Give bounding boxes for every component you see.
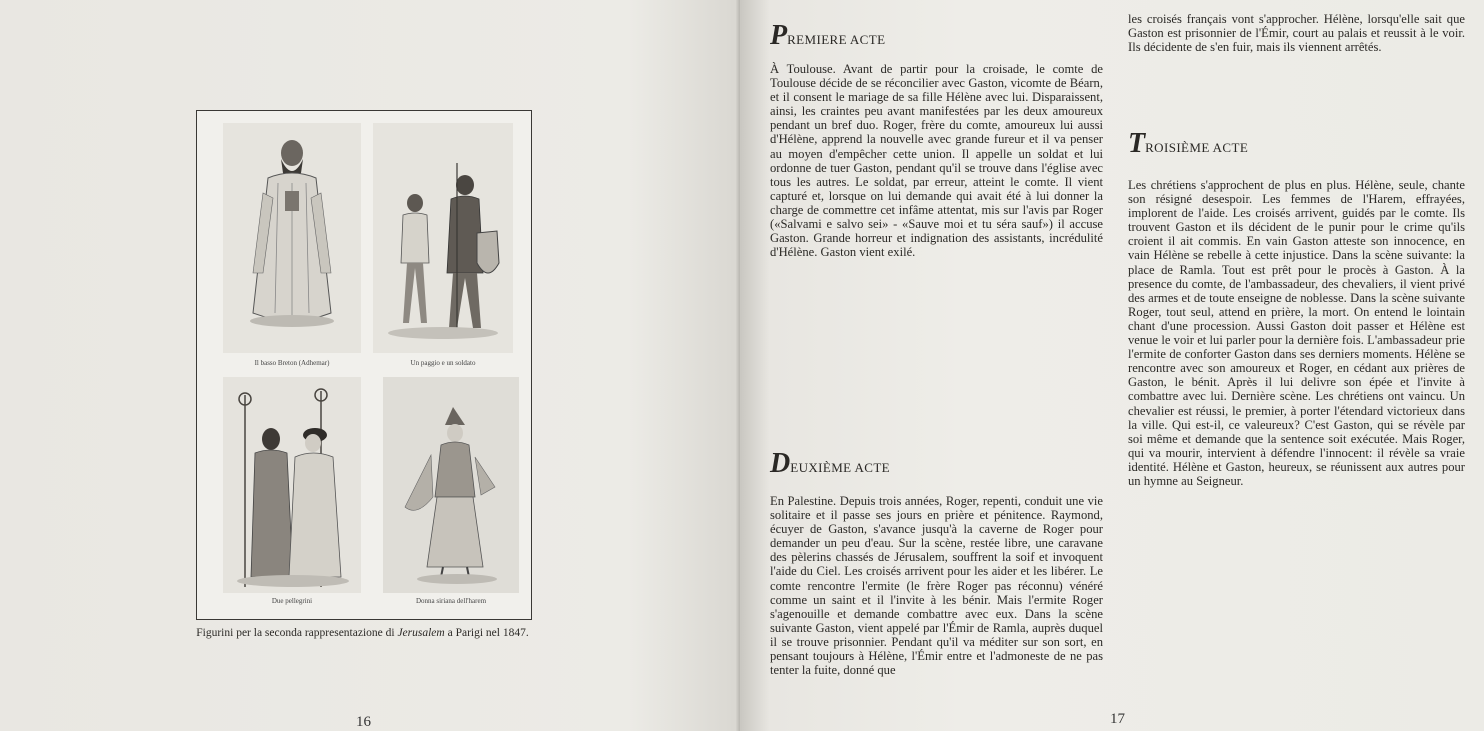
page-number-right: 17 xyxy=(1110,711,1125,727)
figure-page-soldier xyxy=(373,123,513,353)
act1-text xyxy=(770,62,1103,259)
act3-initial: T xyxy=(1128,128,1146,159)
plate-caption-title: Jerusalem xyxy=(397,627,445,639)
figure-pilgrims-illustration xyxy=(223,377,361,593)
figure-caption-syrian-woman: Donna siriana dell'harem xyxy=(415,597,487,605)
act3-title: ROISIÈME ACTE xyxy=(1145,140,1249,155)
act2-heading xyxy=(770,448,890,480)
act2-continued-paragraph: les croisés français vont s'approcher. Hélène, lorsqu'elle sait que Gaston est prisonnier de l'Émir, court au palais et reussit à le voir. Ils décidente de s'en fuir, mais ils viennent arrêtés. xyxy=(1128,12,1465,55)
act2-continued-text xyxy=(1128,12,1465,54)
figure-breton xyxy=(223,123,361,353)
act3-text xyxy=(1128,178,1465,488)
plate-caption-suffix: a Parigi nel 1847. xyxy=(447,627,529,639)
figure-caption-page-soldier: Un paggio e un soldato xyxy=(410,359,476,367)
figure-syrian-woman-illustration xyxy=(383,377,519,593)
act1-heading xyxy=(770,20,885,52)
figure-caption-pilgrims: Due pellegrini xyxy=(271,597,313,605)
act1-paragraph: À Toulouse. Avant de partir pour la croisade, le comte de Toulouse décide de se réconcilier avec Gaston, vicomte de Béarn, et il consent le mariage de sa fille Hélène avec lui. Disparaissent, ainsi, les craintes peu avant manifestées par les deux amoureux pendant un bref duo. Roger, frère du comte, amoureux lui aussi d'Hélène, apprend la nouvelle avec grande fureur et il va penser au moyen d'empêcher cette union. Il appelle un soldat et lui ordonne de tuer Gaston, pendant qu'il se trouve dans l'église avec tous les autres. Le soldat, par erreur, atteint le comte. Il vient capturé et, lorsque on lui demande qui avait été à lui donner la charge de commettre cet infâme attentat, mis sur l'avis par Roger («Salvami e salvo sei» - «Sauve moi et tu séra sauf») il accuse Gaston. Grande horreur et indignation des assistants, incrédulité d'Hélène. Gaston vient exilé. xyxy=(770,62,1103,260)
act2-initial: D xyxy=(770,448,791,479)
act2-paragraph: En Palestine. Depuis trois années, Roger, repenti, conduit une vie solitaire et il passe ses jours en prière et pénitence. Raymond, écuyer de Gaston, s'avance jusqu'à la caverne de Roger pour demander un peu d'eau. Sur la scène, restée libre, une caravane des pèlerins chassés de Jérusalem, souffrent la soif et invoquent l'aide du Ciel. Les croisés arrivent pour les aider et les libérer. Le comte rencontre l'ermite (le frère Roger pas réconnu) vénéré comme un saint et il l'invite à les bénir. Mais l'ermite Roger s'agenouille et demande combattre avec eux. Dans la scène suivante Gaston, vient appelé par l'Émir de Ramla, auprès duquel il se trouve prisonnier. Pendant qu'il va méditer sur son sort, en pensant toujours à Hélène, l'Émir entre et l'admoneste de ne pas tenter la fuite, donné que xyxy=(770,494,1103,678)
page-number-left: 16 xyxy=(356,714,371,730)
figure-breton-illustration xyxy=(223,123,361,353)
act1-initial: P xyxy=(770,20,788,51)
act1-title: REMIERE ACTE xyxy=(787,32,886,47)
act2-title: EUXIÈME ACTE xyxy=(790,460,890,475)
figure-pilgrims xyxy=(223,377,361,593)
costume-plate xyxy=(196,110,532,620)
plate-caption xyxy=(190,626,535,640)
act2-text xyxy=(770,494,1103,677)
figure-caption-breton: Il basso Breton (Adhemar) xyxy=(254,359,330,367)
act3-heading xyxy=(1128,128,1248,160)
left-page xyxy=(0,0,740,731)
right-page xyxy=(740,0,1484,731)
plate-caption-prefix: Figurini per la seconda rappresentazione di xyxy=(196,627,395,639)
act3-paragraph: Les chrétiens s'approchent de plus en plus. Hélène, seule, chante son résigné desespoir. Les femmes de l'Harem, effrayées, implorent de l'aide. Les croisés arrivent, guidés par le comte. Ils trouvent Gaston et ils décident de le punir pour le crime qu'ils croient il ait commis. En vain Gaston atteste son innocence, en vain Hélène se rebelle à cette injustice. Dans la scène suivante: la place de Ramla. Tout est prêt pour le procès à Gaston. À la presence du comte, de l'ambassadeur, des chevaliers, il vient privé des armes et de toute enseigne de noblesse. Dans la scène suivante Roger, tout seul, attend en prière, la mort. On entend le lointain chant d'une procession. Aussi Gaston doit passer et Hélène est venue le voir et lui parler pour la dernière fois. L'ambassadeur prie l'ermite de conforter Gaston dans ses derniers moments. Hélène se rencontre avec son amoureux et Roger, en cédant aux prières de Gaston, le bénit. Après il lui delivre son épée et l'invite à combattre avec lui. Dernière scène. Les chrétiens ont vaincu. Un chevalier est réussi, le premier, à porter l'étendard victorieux dans la ville. Qui est-il, ce valeureux? C'est Gaston, qui se révèle par soi même et demande que la sentence soit exécutée. Mais Roger, qui va mourir, intervient à défendre l'innocent: il révèle sa vraie identité. Hélène et Gaston, heureux, se réunissent aux autres pour un hymne au Seigneur. xyxy=(1128,178,1465,488)
figure-syrian-woman xyxy=(383,377,519,593)
figure-page-soldier-illustration xyxy=(373,123,513,353)
